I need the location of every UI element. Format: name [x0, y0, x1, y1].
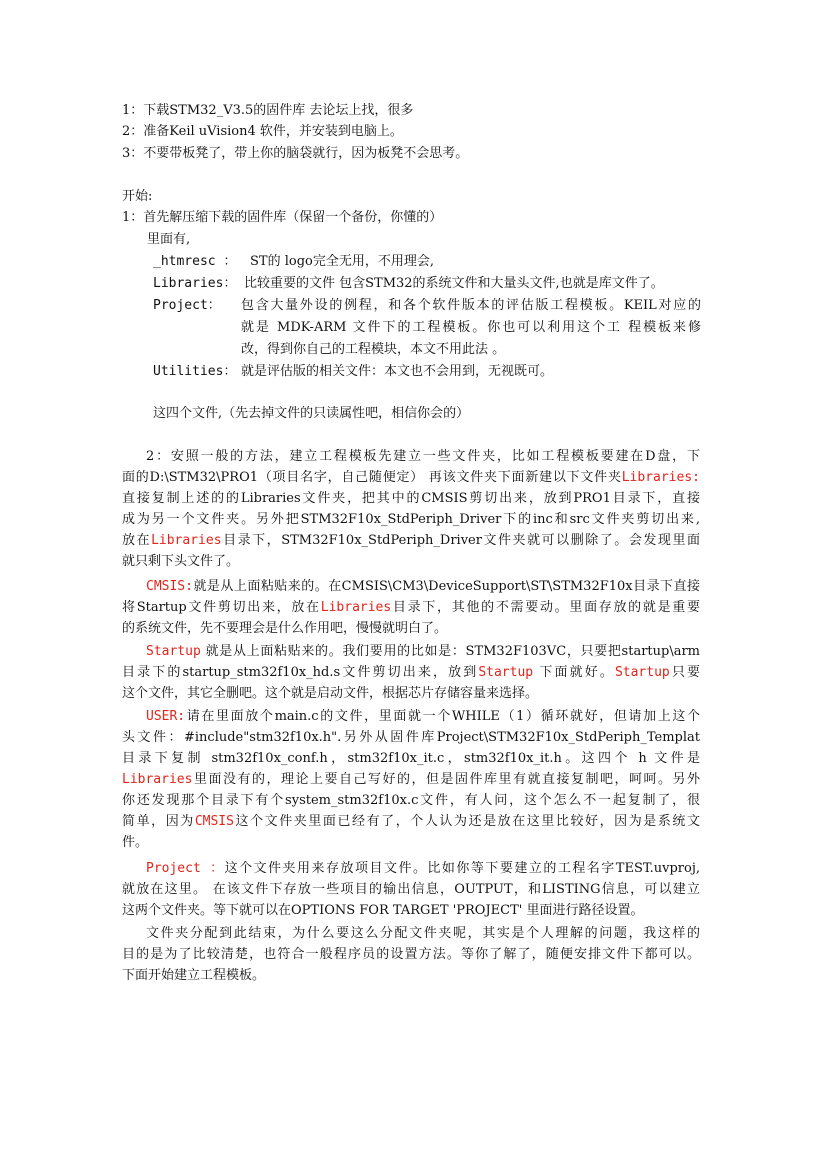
closing-line: 文件夹分配到此结束，为什么要这么分配文件夹呢，其实是个人理解的问题，我这样的 — [146, 926, 700, 941]
project-paragraph — [122, 858, 700, 921]
keyword-cmsis: CMSIS: — [146, 579, 193, 594]
step2-text: 面的D:\STM32\PRO1（项目名字，自己随便定） 再该文件夹下面新建以下文件夹 — [122, 470, 622, 485]
cmsis-text: 就是从上面粘贴来的。在CMSIS\CM3\DeviceSupport\ST\STM32F10x目录下直接 — [192, 579, 700, 594]
cmsis-line — [122, 576, 700, 597]
prereq-1: 1：下载STM32_V3.5的固件库 去论坛上找，很多 — [122, 103, 414, 118]
folder-project-desc-3: 改，得到你自己的工程模块，本文不用此法 。 — [241, 342, 506, 357]
step2-line — [122, 467, 700, 488]
folder-project-desc-1: 包含大量外设的例程，和各个软件版本的评估版工程模板。KEIL对应的 — [241, 298, 701, 313]
closing-paragraph — [122, 923, 700, 986]
startup-paragraph — [122, 641, 700, 704]
cmsis-line — [122, 597, 700, 618]
keyword-startup: Startup — [478, 665, 534, 680]
folder-project-desc-2: 就是 MDK-ARM 文件下的工程模板。你也可以利用这个工 程模板来修 — [241, 320, 701, 335]
step2-line: 2：安照一般的方法，建立工程模板先建立一些文件夹，比如工程模板要建在D盘，下 — [146, 449, 700, 464]
prereq-3: 3：不要带板凳了，带上你的脑袋就行，因为板凳不会思考。 — [122, 146, 469, 161]
step2-line: 成为另一个文件夹。另外把STM32F10x_StdPeriph_Driver下的inc和src文件夹剪切出来, — [122, 512, 700, 527]
folder-utilities-desc: 就是评估版的相关文件：本文也不会用到，无视既可。 — [241, 364, 554, 379]
folder-htmresc-name: _htmresc ： — [153, 254, 237, 269]
closing-line: 下面开始建立工程模板。 — [122, 968, 266, 983]
step2-text: 目录下，STM32F10x_StdPeriph_Driver文件夹就可以删除了。会发现里面 — [221, 533, 700, 548]
step2-line: 就只剩下头文件了。 — [122, 554, 240, 569]
keyword-project: Project ： — [146, 861, 225, 876]
step2-text: 放在 — [122, 533, 152, 548]
startup-line — [122, 641, 700, 662]
user-text: 里面没有的，理论上要自己写好的，但是固件库里有就直接复制吧，呵呵。另外 — [192, 772, 700, 787]
keyword-libraries: Libraries — [122, 772, 193, 787]
startup-line — [122, 662, 700, 683]
keyword-libraries: Libraries — [151, 533, 222, 548]
keyword-startup: Startup — [614, 665, 670, 680]
user-line: 件。 — [122, 835, 149, 850]
keyword-libraries: Libraries — [320, 600, 392, 615]
step2-line: 直接复制上述的的Libraries文件夹，把其中的CMSIS剪切出来，放到PRO1目录下，直接 — [122, 491, 700, 506]
user-line — [122, 769, 700, 790]
folder-utilities-name: Utilities： — [153, 364, 237, 379]
user-text: 这个文件夹里面已经有了，个人认为还是放在这里比较好，因为是系统文 — [233, 814, 700, 829]
step1-text: 1：首先解压缩下载的固件库（保留一个备份，你懂的） — [122, 210, 443, 225]
user-paragraph — [122, 706, 700, 853]
user-line — [122, 811, 700, 832]
startup-text: 目录下的startup_stm32f10x_hd.s文件剪切出来，放到 — [122, 665, 479, 680]
inside-label: 里面有, — [147, 232, 191, 247]
cmsis-text: 目录下，其他的不需要动。里面存放的就是重要 — [391, 600, 700, 615]
four-files-note: 这四个文件,（先去掉文件的只读属性吧，相信你会的） — [153, 406, 470, 421]
project-text: 这个文件夹用来存放项目文件。比如你等下要建立的工程名字TEST.uvproj, — [224, 861, 700, 876]
folder-libraries-desc: 比较重要的文件 包含STM32的系统文件和大量头文件,也就是库文件了。 — [244, 276, 664, 291]
start-heading: 开始: — [122, 189, 153, 204]
user-line: 你还发现那个目录下有个system_stm32f10x.c文件，有人问，这个怎么不一起复制了，很 — [122, 793, 700, 808]
startup-text: 下面就好。 — [533, 665, 615, 680]
prereq-2: 2：准备Keil uVision4 软件，并安装到电脑上。 — [122, 124, 403, 139]
cmsis-line: 的系统文件，先不要理会是什么作用吧，慢慢就明白了。 — [122, 621, 448, 636]
user-text: 简单，因为 — [122, 814, 195, 829]
keyword-user: USER: — [146, 709, 186, 724]
startup-text: 只要 — [669, 665, 700, 680]
closing-line: 目的是为了比较清楚，也符合一般程序员的设置方法。等你了解了，随便安排文件下都可以。 — [122, 947, 700, 962]
step2-line — [122, 530, 700, 551]
user-line: 头文件：#include"stm32f10x.h".另外从固件库Project\STM32F10x_StdPeriph_Templat — [122, 730, 700, 745]
project-line: 这两个文件夹。等下就可以在OPTIONS FOR TARGET 'PROJECT' 里面进行路径设置。 — [122, 903, 644, 918]
folder-htmresc-desc: ST的 logo完全无用，不用理会, — [250, 254, 434, 269]
keyword-startup: Startup — [146, 644, 201, 659]
project-line: 就放在这里。 在该文件下存放一些项目的输出信息，OUTPUT，和LISTING信息，可以建立 — [122, 882, 700, 897]
user-text: 请在里面放个main.c的文件，里面就一个WHILE（1）循环就好，但请加上这个 — [185, 709, 700, 724]
cmsis-text: 将Startup文件剪切出来，放在 — [122, 600, 321, 615]
user-line: 目录下复制 stm32f10x_conf.h，stm32f10x_it.c，stm32f10x_it.h。这四个 h 文件是 — [122, 751, 700, 766]
startup-text: 就是从上面粘贴来的。我们要用的比如是：STM32F103VC，只要把startup\arm — [200, 644, 700, 659]
folder-project-name: Project： — [153, 298, 221, 313]
startup-line: 这个文件，其它全删吧。这个就是启动文件，根据芯片存储容量来选择。 — [122, 686, 539, 701]
project-line — [122, 858, 700, 879]
cmsis-paragraph — [122, 576, 700, 639]
folder-libraries-name: Libraries： — [153, 276, 237, 291]
keyword-cmsis: CMSIS — [194, 814, 234, 829]
keyword-libraries: Libraries: — [621, 470, 700, 485]
step2-paragraph — [122, 446, 700, 572]
user-line — [122, 706, 700, 727]
